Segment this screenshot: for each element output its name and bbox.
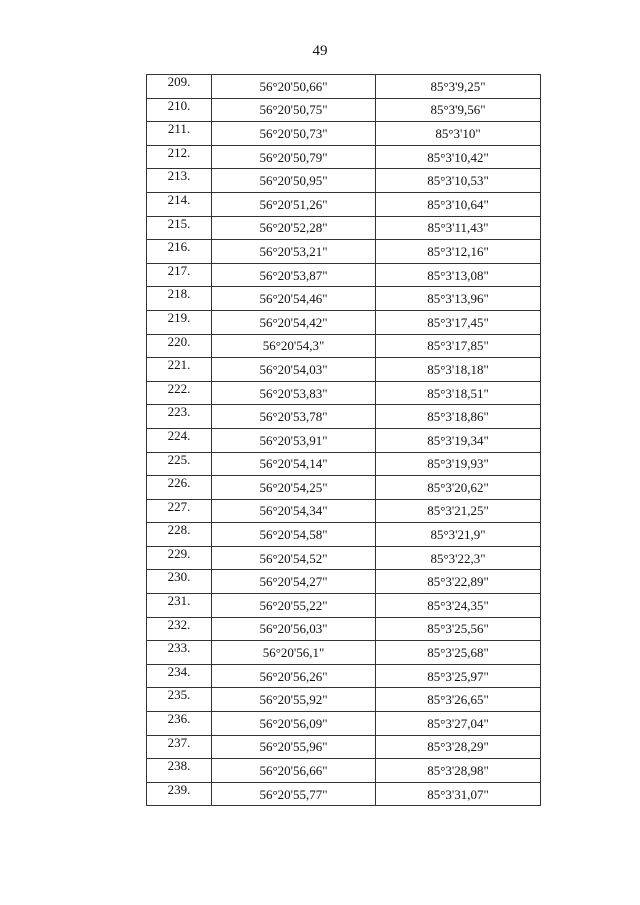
table-row xyxy=(147,570,541,594)
table-row xyxy=(147,381,541,405)
latitude-cell: 56°20'53,78" xyxy=(212,405,376,429)
longitude-cell: 85°3'19,34" xyxy=(376,428,541,452)
table-row xyxy=(147,216,541,240)
latitude-cell: 56°20'56,09" xyxy=(212,712,376,736)
latitude-cell: 56°20'54,3" xyxy=(212,334,376,358)
point-number-cell: 227. xyxy=(147,499,212,523)
table-row xyxy=(147,98,541,122)
table-row xyxy=(147,192,541,216)
longitude-cell: 85°3'25,97" xyxy=(376,664,541,688)
latitude-cell: 56°20'50,79" xyxy=(212,145,376,169)
page-number: 49 xyxy=(312,43,328,59)
table-row xyxy=(147,523,541,547)
table-row xyxy=(147,405,541,429)
latitude-cell: 56°20'54,46" xyxy=(212,287,376,311)
table-row xyxy=(147,75,541,99)
latitude-cell: 56°20'50,75" xyxy=(212,98,376,122)
table-row xyxy=(147,476,541,500)
point-number-cell: 223. xyxy=(147,405,212,429)
longitude-cell: 85°3'10,53" xyxy=(376,169,541,193)
latitude-cell: 56°20'54,14" xyxy=(212,452,376,476)
latitude-cell: 56°20'55,77" xyxy=(212,782,376,806)
table-row xyxy=(147,594,541,618)
point-number-cell: 232. xyxy=(147,617,212,641)
longitude-cell: 85°3'17,45" xyxy=(376,310,541,334)
point-number-cell: 230. xyxy=(147,570,212,594)
longitude-cell: 85°3'25,56" xyxy=(376,617,541,641)
longitude-cell: 85°3'26,65" xyxy=(376,688,541,712)
point-number-cell: 234. xyxy=(147,664,212,688)
latitude-cell: 56°20'52,28" xyxy=(212,216,376,240)
longitude-cell: 85°3'18,18" xyxy=(376,358,541,382)
longitude-cell: 85°3'28,29" xyxy=(376,735,541,759)
longitude-cell: 85°3'10,42" xyxy=(376,145,541,169)
table-row xyxy=(147,499,541,523)
latitude-cell: 56°20'55,96" xyxy=(212,735,376,759)
latitude-cell: 56°20'56,03" xyxy=(212,617,376,641)
longitude-cell: 85°3'18,86" xyxy=(376,405,541,429)
point-number-cell: 222. xyxy=(147,381,212,405)
point-number-cell: 219. xyxy=(147,310,212,334)
longitude-cell: 85°3'9,25" xyxy=(376,75,541,99)
table-row xyxy=(147,759,541,783)
table-row xyxy=(147,617,541,641)
point-number-cell: 218. xyxy=(147,287,212,311)
latitude-cell: 56°20'55,22" xyxy=(212,594,376,618)
latitude-cell: 56°20'56,26" xyxy=(212,664,376,688)
coordinates-table-body xyxy=(147,75,541,806)
latitude-cell: 56°20'50,73" xyxy=(212,122,376,146)
table-row xyxy=(147,712,541,736)
point-number-cell: 228. xyxy=(147,523,212,547)
point-number-cell: 226. xyxy=(147,476,212,500)
point-number-cell: 209. xyxy=(147,75,212,99)
longitude-cell: 85°3'13,08" xyxy=(376,263,541,287)
point-number-cell: 220. xyxy=(147,334,212,358)
point-number-cell: 224. xyxy=(147,428,212,452)
longitude-cell: 85°3'20,62" xyxy=(376,476,541,500)
longitude-cell: 85°3'25,68" xyxy=(376,641,541,665)
point-number-cell: 214. xyxy=(147,192,212,216)
longitude-cell: 85°3'18,51" xyxy=(376,381,541,405)
coordinates-table xyxy=(146,74,541,806)
point-number-cell: 233. xyxy=(147,641,212,665)
point-number-cell: 217. xyxy=(147,263,212,287)
table-row xyxy=(147,664,541,688)
point-number-cell: 231. xyxy=(147,594,212,618)
table-row xyxy=(147,287,541,311)
latitude-cell: 56°20'54,03" xyxy=(212,358,376,382)
longitude-cell: 85°3'11,43" xyxy=(376,216,541,240)
latitude-cell: 56°20'54,58" xyxy=(212,523,376,547)
point-number-cell: 215. xyxy=(147,216,212,240)
point-number-cell: 237. xyxy=(147,735,212,759)
longitude-cell: 85°3'22,89" xyxy=(376,570,541,594)
latitude-cell: 56°20'50,95" xyxy=(212,169,376,193)
longitude-cell: 85°3'31,07" xyxy=(376,782,541,806)
longitude-cell: 85°3'13,96" xyxy=(376,287,541,311)
table-row xyxy=(147,334,541,358)
table-row xyxy=(147,452,541,476)
latitude-cell: 56°20'53,91" xyxy=(212,428,376,452)
point-number-cell: 210. xyxy=(147,98,212,122)
point-number-cell: 238. xyxy=(147,759,212,783)
table-row xyxy=(147,122,541,146)
point-number-cell: 236. xyxy=(147,712,212,736)
longitude-cell: 85°3'9,56" xyxy=(376,98,541,122)
longitude-cell: 85°3'27,04" xyxy=(376,712,541,736)
point-number-cell: 211. xyxy=(147,122,212,146)
point-number-cell: 229. xyxy=(147,546,212,570)
latitude-cell: 56°20'53,87" xyxy=(212,263,376,287)
longitude-cell: 85°3'21,25" xyxy=(376,499,541,523)
longitude-cell: 85°3'10" xyxy=(376,122,541,146)
latitude-cell: 56°20'54,34" xyxy=(212,499,376,523)
longitude-cell: 85°3'17,85" xyxy=(376,334,541,358)
table-row xyxy=(147,428,541,452)
latitude-cell: 56°20'54,27" xyxy=(212,570,376,594)
point-number-cell: 239. xyxy=(147,782,212,806)
table-row xyxy=(147,782,541,806)
longitude-cell: 85°3'28,98" xyxy=(376,759,541,783)
table-row xyxy=(147,546,541,570)
table-row xyxy=(147,240,541,264)
latitude-cell: 56°20'54,25" xyxy=(212,476,376,500)
latitude-cell: 56°20'56,66" xyxy=(212,759,376,783)
point-number-cell: 216. xyxy=(147,240,212,264)
latitude-cell: 56°20'53,21" xyxy=(212,240,376,264)
longitude-cell: 85°3'19,93" xyxy=(376,452,541,476)
latitude-cell: 56°20'54,42" xyxy=(212,310,376,334)
longitude-cell: 85°3'21,9" xyxy=(376,523,541,547)
table-row xyxy=(147,735,541,759)
point-number-cell: 213. xyxy=(147,169,212,193)
table-row xyxy=(147,688,541,712)
latitude-cell: 56°20'56,1" xyxy=(212,641,376,665)
latitude-cell: 56°20'51,26" xyxy=(212,192,376,216)
point-number-cell: 221. xyxy=(147,358,212,382)
table-row xyxy=(147,310,541,334)
longitude-cell: 85°3'22,3" xyxy=(376,546,541,570)
longitude-cell: 85°3'10,64" xyxy=(376,192,541,216)
longitude-cell: 85°3'12,16" xyxy=(376,240,541,264)
point-number-cell: 235. xyxy=(147,688,212,712)
table-row xyxy=(147,169,541,193)
longitude-cell: 85°3'24,35" xyxy=(376,594,541,618)
table-row xyxy=(147,145,541,169)
point-number-cell: 225. xyxy=(147,452,212,476)
point-number-cell: 212. xyxy=(147,145,212,169)
table-row xyxy=(147,263,541,287)
latitude-cell: 56°20'54,52" xyxy=(212,546,376,570)
latitude-cell: 56°20'53,83" xyxy=(212,381,376,405)
latitude-cell: 56°20'55,92" xyxy=(212,688,376,712)
latitude-cell: 56°20'50,66" xyxy=(212,75,376,99)
table-row xyxy=(147,358,541,382)
table-row xyxy=(147,641,541,665)
